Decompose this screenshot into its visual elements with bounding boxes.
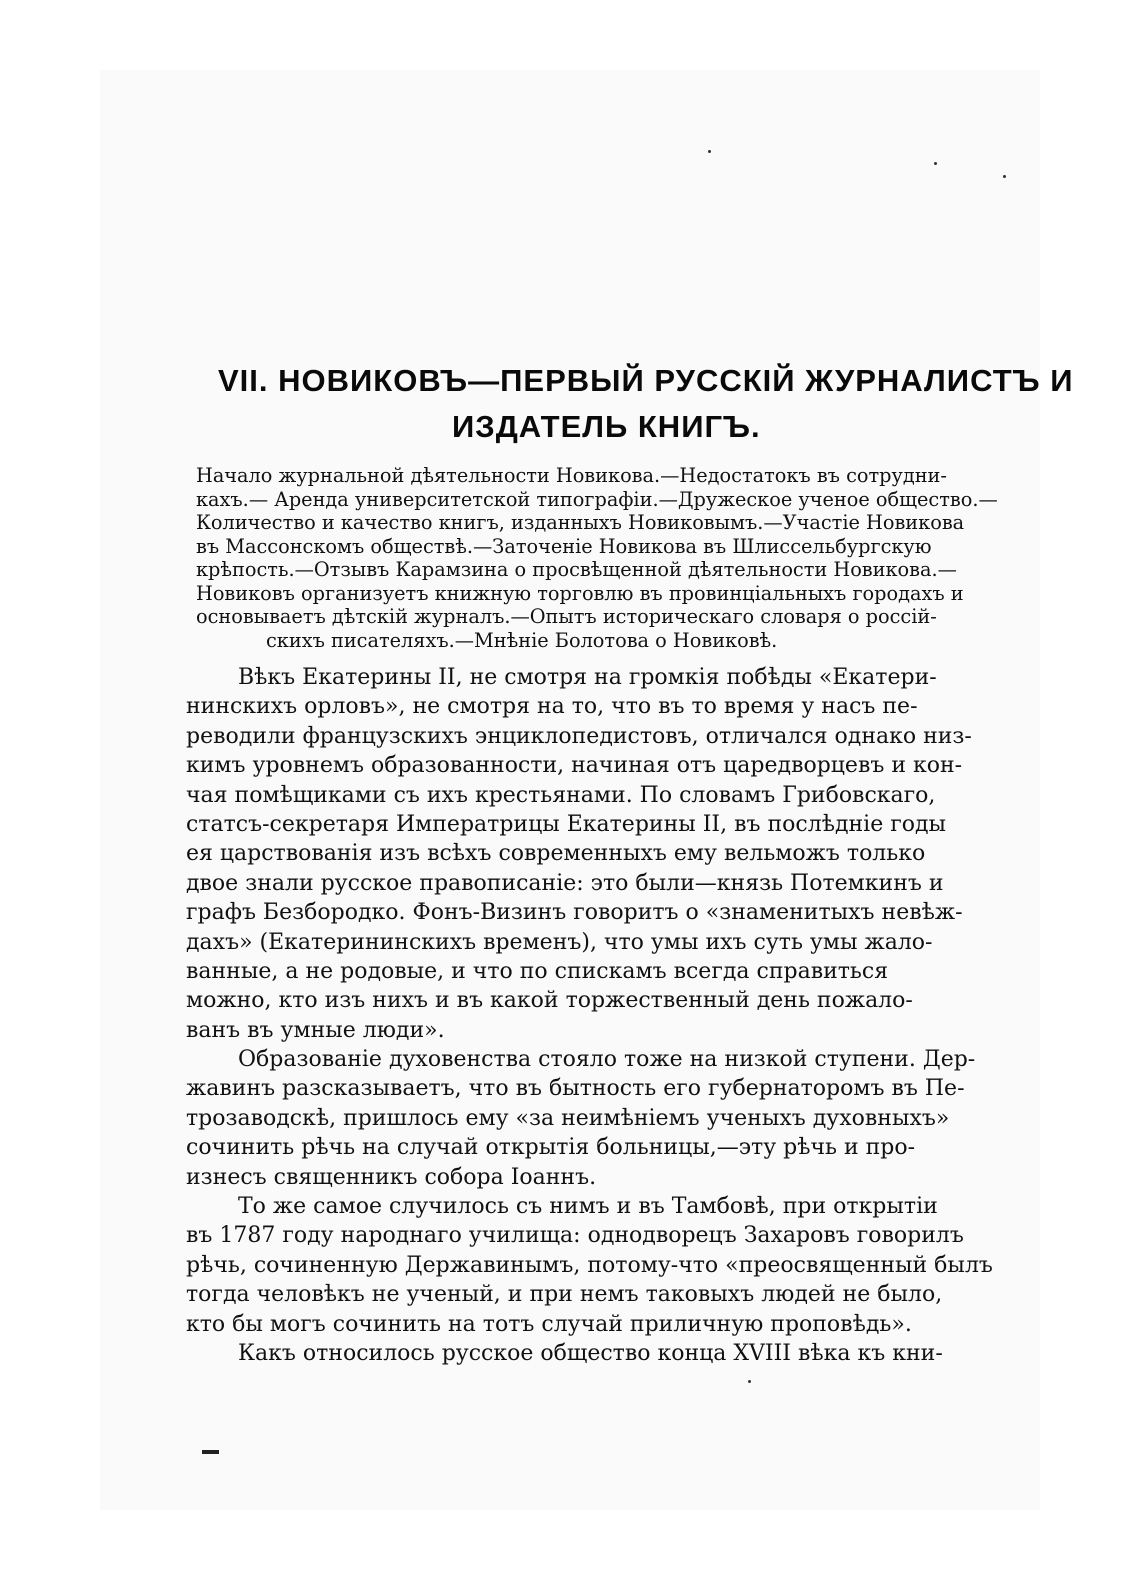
summary-line: Начало журнальной дѣятельности Новикова.—Недостатокъ въ сотрудни-	[196, 464, 947, 487]
body-line: жавинъ разсказываетъ, что въ бытность его губернаторомъ въ Пе-	[186, 1076, 965, 1102]
body-line: ванъ въ умные люди».	[186, 1017, 445, 1043]
body-line: кто бы могъ сочинить на тотъ случай приличную проповѣдь».	[186, 1311, 912, 1337]
body-line: кимъ уровнемъ образованности, начиная отъ царедворцевъ и кон-	[186, 753, 963, 779]
chapter-title	[200, 358, 1074, 450]
body-line: Какъ относилось русское общество конца XVIII вѣка къ кни-	[238, 1340, 943, 1366]
body-line: дахъ» (Екатерининскихъ временъ), что умы ихъ суть умы жало-	[186, 929, 933, 955]
summary-line: въ Массонскомъ обществѣ.—Заточеніе Новикова въ Шлиссельбургскую	[196, 534, 932, 558]
body-line: изнесъ священникъ собора Іоаннъ.	[186, 1164, 597, 1190]
body-line: Вѣкъ Екатерины II, не смотря на громкія побѣды «Екатери-	[238, 665, 937, 690]
ink-blot	[202, 1450, 219, 1454]
body-line: тогда человѣкъ не ученый, и при немъ таковыхъ людей не было,	[186, 1282, 943, 1308]
body-text	[186, 663, 993, 1368]
body-line: двое знали русское правописаніе: это были—князь Потемкинъ и	[186, 870, 944, 896]
summary-line: крѣпость.—Отзывъ Карамзина о просвѣщенной дѣятельности Новикова.—	[196, 558, 957, 581]
body-line: графъ Безбородко. Фонъ-Визинъ говоритъ о «знаменитыхъ невѣж-	[186, 900, 963, 926]
chapter-title-line: VII. НОВИКОВЪ—ПЕРВЫЙ РУССКІЙ ЖУРНАЛИСТЪ И	[218, 363, 1074, 398]
body-line: рѣчь, сочиненную Державинымъ, потому-что «преосвященный былъ	[186, 1252, 993, 1278]
body-line: чая помѣщиками съ ихъ крестьянами. По словамъ Грибовскаго,	[186, 782, 936, 808]
body-line: ванные, а не родовые, и что по спискамъ всегда справиться	[186, 958, 889, 984]
body-line: въ 1787 году народнаго училища: однодворецъ Захаровъ говорилъ	[186, 1223, 964, 1249]
body-line: статсъ-секретаря Императрицы Екатерины II, въ послѣдніе годы	[186, 811, 947, 837]
body-line: ея царствованія изъ всѣхъ современныхъ ему вельможъ только	[186, 841, 926, 867]
body-line: Образованіе духовенства стояло тоже на низкой ступени. Дер-	[238, 1047, 976, 1073]
body-line: реводили французскихъ энциклопедистовъ, отличался однако низ-	[186, 723, 972, 749]
ink-speck	[748, 1380, 751, 1383]
ink-speck	[1003, 175, 1006, 178]
ink-speck	[708, 150, 711, 153]
body-line: нинскихъ орловъ», не смотря на то, что въ то время у насъ пе-	[186, 694, 918, 720]
summary-line: Количество и качество книгъ, изданныхъ Новиковымъ.—Участіе Новикова	[196, 511, 965, 534]
ink-speck	[934, 162, 937, 165]
chapter-title-line: ИЗДАТЕЛЬ КНИГЪ.	[452, 409, 761, 444]
summary-line: скихъ писателяхъ.—Мнѣніе Болотова о Новиковѣ.	[266, 628, 778, 652]
body-line: трозаводскѣ, пришлось ему «за неимѣніемъ ученыхъ духовныхъ»	[186, 1105, 950, 1131]
summary-line: основываетъ дѣтскій журналъ.—Опытъ историческаго словаря о россій-	[196, 605, 937, 628]
summary-line: Новиковъ организуетъ книжную торговлю въ провинціальныхъ городахъ и	[196, 581, 964, 605]
body-line: То же самое случилось съ нимъ и въ Тамбовѣ, при открытіи	[238, 1194, 938, 1220]
chapter-summary	[196, 464, 998, 652]
body-line: сочинить рѣчь на случай открытія больницы,—эту рѣчь и про-	[186, 1135, 916, 1161]
body-line: можно, кто изъ нихъ и въ какой торжественный день пожало-	[186, 988, 913, 1014]
summary-line: кахъ.— Аренда университетской типографіи.—Дружеское ученое общество.—	[196, 487, 998, 511]
